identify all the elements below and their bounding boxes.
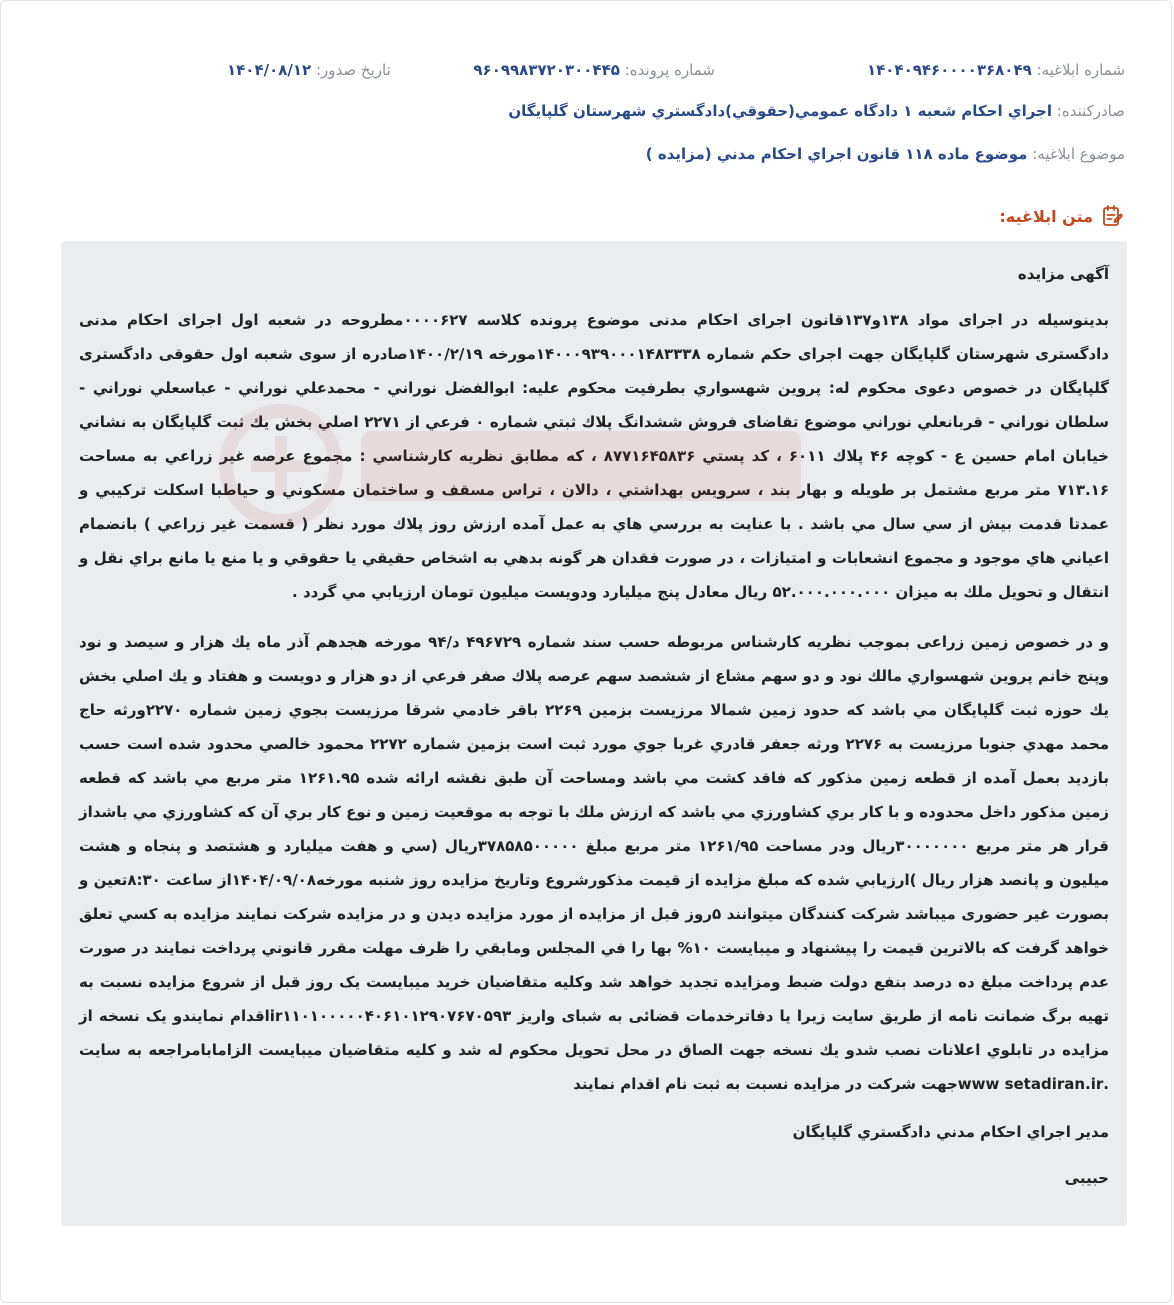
subject-value: موضوع ماده ۱۱۸ قانون اجراي احكام مدني (مزايده ) — [645, 145, 1028, 163]
notice-text-heading — [999, 204, 1125, 228]
issuer-label: صادرکننده: — [1056, 102, 1125, 120]
notice-number-label: شماره ابلاغیه: — [1036, 61, 1125, 79]
signature-name: حبیبی — [1064, 1169, 1109, 1187]
document-paragraph-2: و در خصوص زمین زراعی بموجب نظريه كارشناس مربوطه حسب سند شماره ۴۹۶۷۲۹ د/۹۴ مورخه هجدهم آذر ماه يك هزار و سيصد و نود وپنج خانم پروين شهسواري مالك نود و دو سهم مشاع از ششصد سهم عرصه پلاك صفر فرعي از دو هزار و دويست و هفتاد و يك اصلي بخش يك حوزه ثبت گلپايگان مي باشد كه حدود زمين شمالا مرزيست بزمين ۲۲۶۹ باقر خادمي شرقا مرزيست بجوي زمين شماره ۲۲۷۰ورثه حاج محمد مهدي جنوبا مرزيست به ۲۲۷۶ ورثه جعفر قادري غربا جوي مورد ثبت است بزمين شماره ۲۲۷۲ محمود خالصي محدود شده است حسب بازديد بعمل آمده از قطعه زمين مذكور كه فاقد كشت مي باشد ومساحت آن طبق نقشه ارائه شده ۱۲۶۱.۹۵ متر مربع مي باشد كه قطعه زمين مذكور داخل محدوده و با كار بري كشاورزي مي باشد كه ارزش ملك با توجه به موقعيت زمين و نوع كار بري آن كه كشاورزي مي باشداز قرار هر متر مربع ۳۰۰۰۰۰۰۰ريال ودر مساحت ۱۲۶۱/۹۵ متر مربع مبلغ ۳۷۸۵۸۵۰۰۰۰۰ريال (سي و هفت ميليارد و هشتصد و پنجاه و هشت ميليون و پانصد هزار ريال )ارزيابي شده كه مبلغ مزايده از قيمت مذكورشروع وتاريخ مزايده روز شنبه مورخه۱۴۰۴/۰۹/۰۸از ساعت ۸:۳۰تعين و بصورت غیر حضوری میباشد شركت كنندگان ميتوانند ۵روز قبل از مزايده از مورد مزايده ديدن و در مزايده شركت نمايند مزايده به كسي تعلق خواهد گرفت كه بالاترين قيمت را پيشنهاد و ميبايست ۱۰% بها را في المجلس ومابقي را ظرف مهلت مقرر قانوني پرداخت نمايند در صورت عدم پرداخت مبلغ ده درصد بنفع دولت ضبط ومزايده تجديد خواهد شد وكليه متقاضيان خريد میبایست یک روز قبل از شروع مزایده نسبت به تهيه برگ ضمانت نامه از طريق سايت زيرا يا دفاترخدمات قضائی به شبای واريز ir۱۱۰۱۰۰۰۰۰۴۰۶۱۰۱۲۹۰۷۶۷۰۵۹۳اقدام نمايندو يک نسخه از مزايده در تابلوي اعلانات نصب شدو يك نسخه جهت الصاق در محل تحويل محكوم له شد و كليه متقاضيان ميبايست الزامابامراجعه به سايت .www setadiran.irجهت شركت در مزايده نسبت به ثبت نام اقدام نمايند — [79, 633, 1110, 1093]
case-number-field — [473, 61, 715, 79]
document-paragraph-1: بدینوسیله در اجرای مواد ۱۳۸و۱۳۷قانون اجرای احکام مدنی موضوع پرونده کلاسه ۰۰۰۰۶۲۷مطروحه در شعبه اول اجرای احکام مدنی دادگستری شهرستان گلپایگان جهت اجرای حکم شماره ۱۴۰۰۰۹۳۹۰۰۰۱۴۸۳۳۳۸مورخه ۱۴۰۰/۲/۱۹صادره از سوی شعبه اول حقوقی دادگستری گلپایگان در خصوص دعوی محکوم له: پروين شهسواري بطرفيت محكوم عليه: ابوالفضل نوراني - محمدعلي نوراني - عباسعلي نوراني - سلطان نوراني - قربانعلي نوراني موضوع تقاضای فروش ششدانگ پلاك ثبتي شماره ۰ فرعي از ۲۲۷۱ اصلي بخش يك ثبت گلپايگان به نشاني خيابان امام حسين ع - كوچه ۴۶ پلاك ۶۰۱۱ ، كد پستي ۸۷۷۱۶۴۵۸۳۶ ، كه مطابق نظريه كارشناسي : مجموع عرصه غير زراعي به مساحت ۷۱۳.۱۶ متر مربع مشتمل بر طويله و بهار بند ، سرويس بهداشتي ، دالان ، تراس مسقف و ساختمان مسكوني و حياطبا اسكلت تركيبي و عمدتا قدمت بيش از سي سال مي باشد . با عنايت به بررسي هاي به عمل آمده ارزش روز پلاك مورد نظر ( قسمت غير زراعي ) بانضمام اعياني هاي موجود و مجموع انشعابات و امتيازات ، در صورت فقدان هر گونه بدهي به اشخاص حقيقي يا حقوقي و يا منع يا مانع براي نقل و انتقال و تحويل ملك به ميزان ۵۲.۰۰۰.۰۰۰.۰۰۰ ريال معادل پنج ميليارد ودويست ميليون تومان ارزيابي مي گردد . — [79, 311, 1109, 601]
notice-text-body — [61, 241, 1127, 1226]
document-title: آگهی مزایده — [1017, 265, 1109, 283]
issue-date-label: تاریخ صدور: — [315, 61, 391, 79]
subject-field — [646, 145, 1125, 163]
issuer-value: اجراي احكام شعبه ۱ دادگاه عمومي(حقوقي)دادگستري شهرستان گلپايگان — [508, 102, 1052, 120]
subject-label: موضوع ابلاغیه: — [1032, 145, 1125, 163]
case-number-value: ۹۶۰۹۹۸۳۷۲۰۳۰۰۴۴۵ — [473, 61, 620, 79]
meta-row-numbers — [47, 61, 1125, 83]
signature-title: مدير اجراي احكام مدني دادگستري گلپايگان — [792, 1123, 1109, 1141]
notice-text-title: متن ابلاغیه: — [999, 206, 1093, 226]
notice-number-value: ۱۴۰۴۰۹۴۶۰۰۰۰۳۶۸۰۴۹ — [866, 61, 1032, 79]
case-number-label: شماره پرونده: — [624, 61, 715, 79]
issue-date-value: ۱۴۰۴/۰۸/۱۲ — [227, 61, 312, 79]
issuer-field — [508, 102, 1125, 120]
document-edit-icon — [1101, 204, 1125, 228]
notice-number-field — [867, 61, 1125, 79]
issue-date-field — [227, 61, 391, 79]
